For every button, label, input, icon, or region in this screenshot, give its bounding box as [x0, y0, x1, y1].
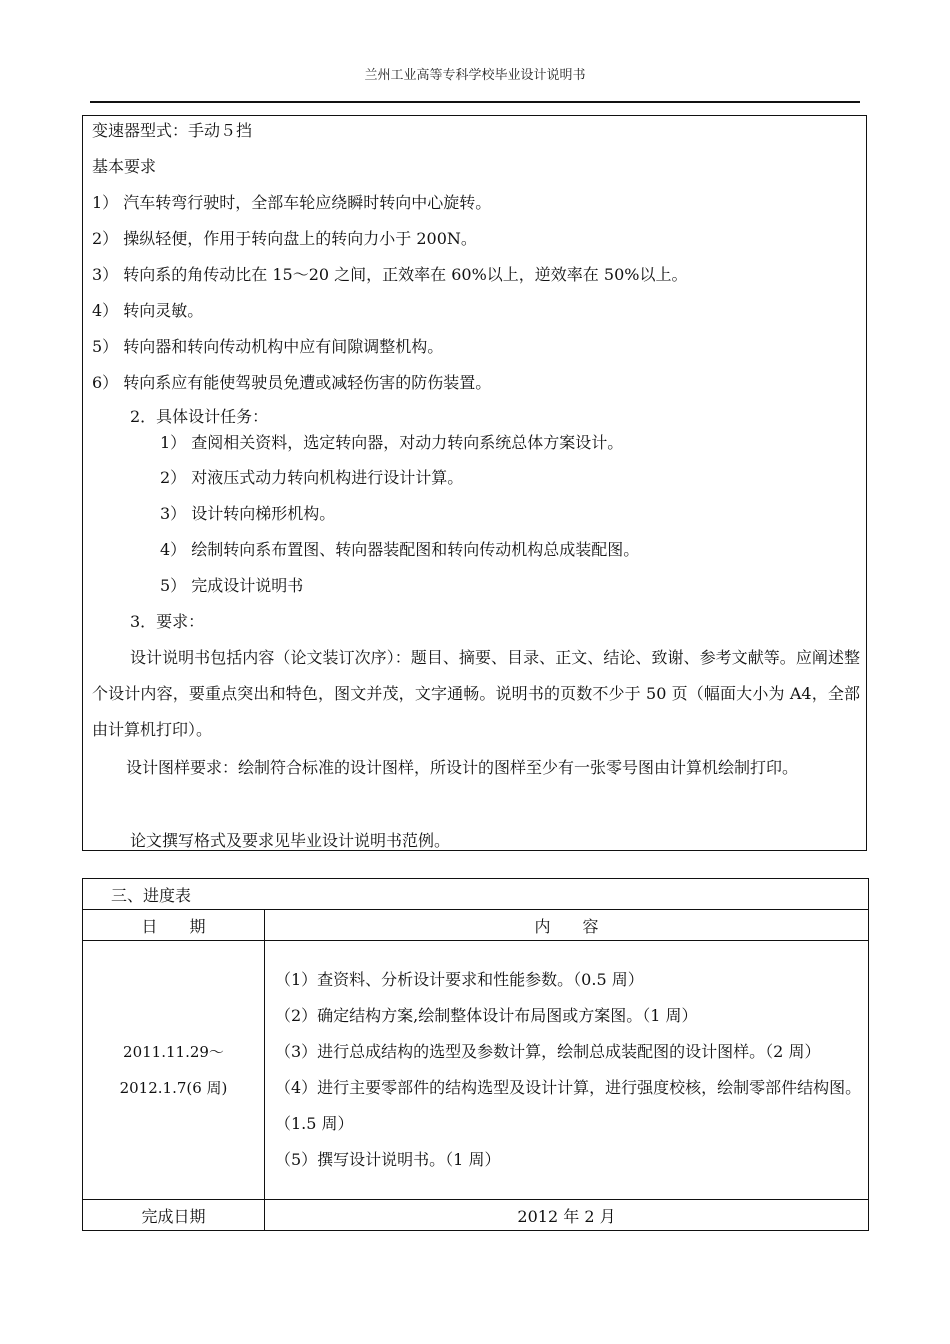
schedule-content-cell	[265, 941, 869, 1200]
date-column-header: 日 期	[83, 910, 265, 941]
task-item: 4） 绘制转向系布置图、转向器装配图和转向传动机构总成装配图。	[160, 540, 640, 559]
content-column-header: 内 容	[265, 910, 869, 941]
design-tasks-title: 2．具体设计任务：	[130, 407, 269, 426]
task-item: 2） 对液压式动力转向机构进行设计计算。	[160, 468, 464, 487]
basic-item: 1） 汽车转弯行驶时，全部车轮应绕瞬时转向中心旋转。	[92, 193, 492, 212]
drawing-requirements-paragraph: 设计图样要求：绘制符合标准的设计图样，所设计的图样至少有一张零号图由计算机绘制打印。	[126, 758, 799, 777]
task-item: 3） 设计转向梯形机构。	[160, 504, 336, 523]
page-header-title: 兰州工业高等专科学校毕业设计说明书	[364, 68, 586, 83]
finish-date-value: 2012 年 2 月	[265, 1200, 869, 1231]
requirements-title: 3．要求：	[130, 612, 205, 631]
basic-item: 4） 转向灵敏。	[92, 301, 204, 320]
schedule-item: （4）进行主要零部件的结构选型及设计计算，进行强度校核，绘制零部件结构图。（1.5 周）	[275, 1078, 862, 1133]
report-requirements-paragraph: 设计说明书包括内容（论文装订次序）：题目、摘要、目录、正文、结论、致谢、参考文献等。应阐述整个设计内容，要重点突出和特色，图文并茂，文字通畅。说明书的页数不少于 50 页（幅面大小为 A4，全部由计算机打印）。	[92, 648, 860, 739]
schedule-item: （5）撰写设计说明书。（1 周）	[275, 1150, 501, 1169]
schedule-item: （3）进行总成结构的选型及参数计算，绘制总成装配图的设计图样。（2 周）	[275, 1042, 821, 1061]
schedule-item: （2）确定结构方案,绘制整体设计布局图或方案图。（1 周）	[275, 1006, 698, 1025]
format-note: 论文撰写格式及要求见毕业设计说明书范例。	[130, 831, 451, 850]
basic-requirements-title: 基本要求	[92, 157, 157, 176]
basic-item: 6） 转向系应有能使驾驶员免遭或减轻伤害的防伤装置。	[92, 373, 492, 392]
date-end: 2012.1.7(6 周)	[119, 1079, 228, 1097]
task-item: 5） 完成设计说明书	[160, 576, 304, 595]
basic-item: 2） 操纵轻便，作用于转向盘上的转向力小于 200N。	[92, 229, 477, 248]
basic-item: 5） 转向器和转向传动机构中应有间隙调整机构。	[92, 337, 444, 356]
task-item: 1） 查阅相关资料，选定转向器，对动力转向系统总体方案设计。	[160, 433, 624, 452]
schedule-table	[82, 878, 869, 1231]
date-start: 2011.11.29～	[123, 1043, 224, 1061]
schedule-item: （1）查资料、分析设计要求和性能参数。（0.5 周）	[275, 970, 644, 989]
basic-item: 3） 转向系的角传动比在 15～20 之间，正效率在 60%以上，逆效率在 50%以上。	[92, 265, 688, 284]
schedule-section	[82, 878, 868, 1229]
finish-date-label: 完成日期	[83, 1200, 265, 1231]
schedule-date-cell	[83, 941, 265, 1200]
gearbox-type: 变速器型式：手动５挡	[92, 121, 253, 140]
schedule-title: 三、进度表	[83, 879, 869, 910]
header-divider	[90, 101, 860, 103]
